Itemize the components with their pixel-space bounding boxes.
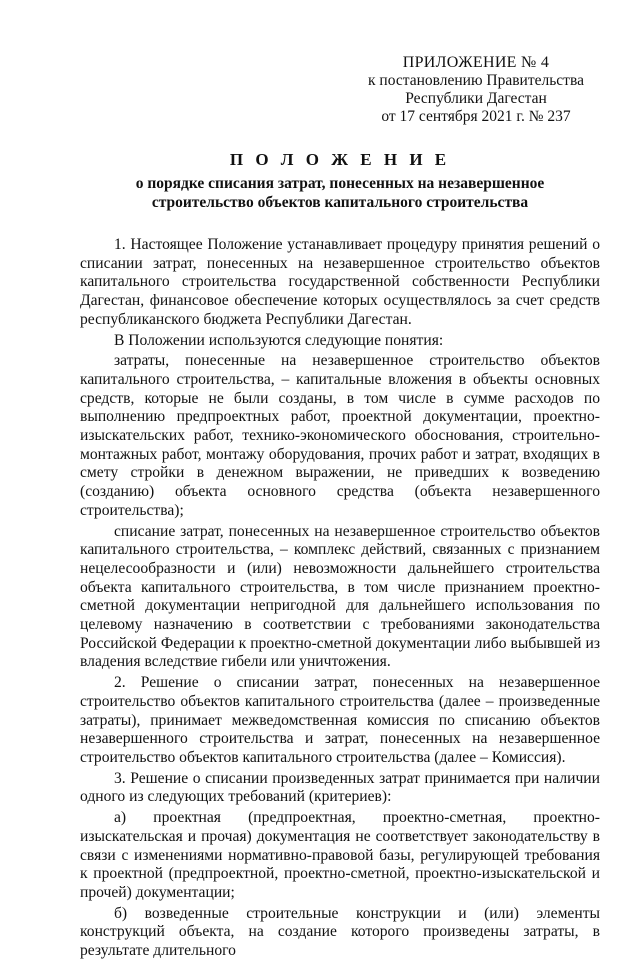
paragraph-7: а) проектная (предпроектная, проектно-сметная, проектно-изыскательская и прочая) документация не соответствует законодательству в связи с изменениями нормативно-правовой базы, регулирующей требования к проектной (предпроектной, проектно-сметной, проектно-изыскательской и прочей) документации; [80,809,600,901]
document-subtitle [80,174,600,212]
paragraph-3: затраты, понесенные на незавершенное строительство объектов капитального строительства, – капитальные вложения в объекты основных средств, которые не были созданы, в том числе в сумме расходов по выполнению предпроектных работ, проектной документации, проектно-изыскательских работ, технико-экономического обоснования, строительно-монтажных работ, монтажу оборудования, прочих работ и затрат, входящих в смету стройки в денежном выражении, не приведших к возведению (созданию) объекта основного средства (объекта незавершенного строительства); [80,352,600,519]
paragraph-2: В Положении используются следующие понятия: [114,331,444,349]
subtitle-line-2: строительство объектов капитального строительства [151,194,529,211]
paragraph-4: списание затрат, понесенных на незавершенное строительство объектов капитального строительства, – комплекс действий, связанных с признанием нецелесообразности и (или) невозможности дальнейшего строительства объекта капитального строительства, в том числе признанием проектно-сметной документации непригодной для дальнейшего использования по целевому назначению в соответствии с требованиями законодательства Российской Федерации к проектно-сметной документации либо выбывшей из владения вследствие гибели или уничтожения. [80,522,600,671]
paragraph-1: 1. Настоящее Положение устанавливает процедуру принятия решений о списании затрат, понесенных на незавершенное строительство объектов капитального строительства государственной собственности Республики Дагестан, финансовое обеспечение которых осуществлялось за счет средств республиканского бюджета Республики Дагестан. [80,236,600,328]
subtitle-line-1: о порядке списания затрат, понесенных на незавершенное [135,175,545,192]
paragraph-5: 2. Решение о списании затрат, понесенных на незавершенное строительство объектов капитального строительства (далее – произведенные затраты), принимает межведомственная комиссия по списанию объектов незавершенного строительства и затрат, понесенных на незавершенное строительство объектов капитального строительства (далее – Комиссия). [80,674,600,766]
paragraph-8: б) возведенные строительные конструкции и (или) элементы конструкций объекта, на создание которого произведены затраты, в результате длительного [80,904,600,960]
document-body [80,236,600,961]
appendix-number: ПРИЛОЖЕНИЕ № 4 [402,54,550,71]
appendix-block [356,54,596,126]
document-title: П О Л О Ж Е Н И Е [229,150,451,169]
appendix-republic: Республики Дагестан [405,90,547,107]
appendix-reference: к постановлению Правительства [368,72,584,89]
appendix-date: от 17 сентября 2021 г. № 237 [381,108,571,125]
paragraph-6: 3. Решение о списании произведенных затрат принимается при наличии одного из следующих требований (критериев): [80,769,600,806]
